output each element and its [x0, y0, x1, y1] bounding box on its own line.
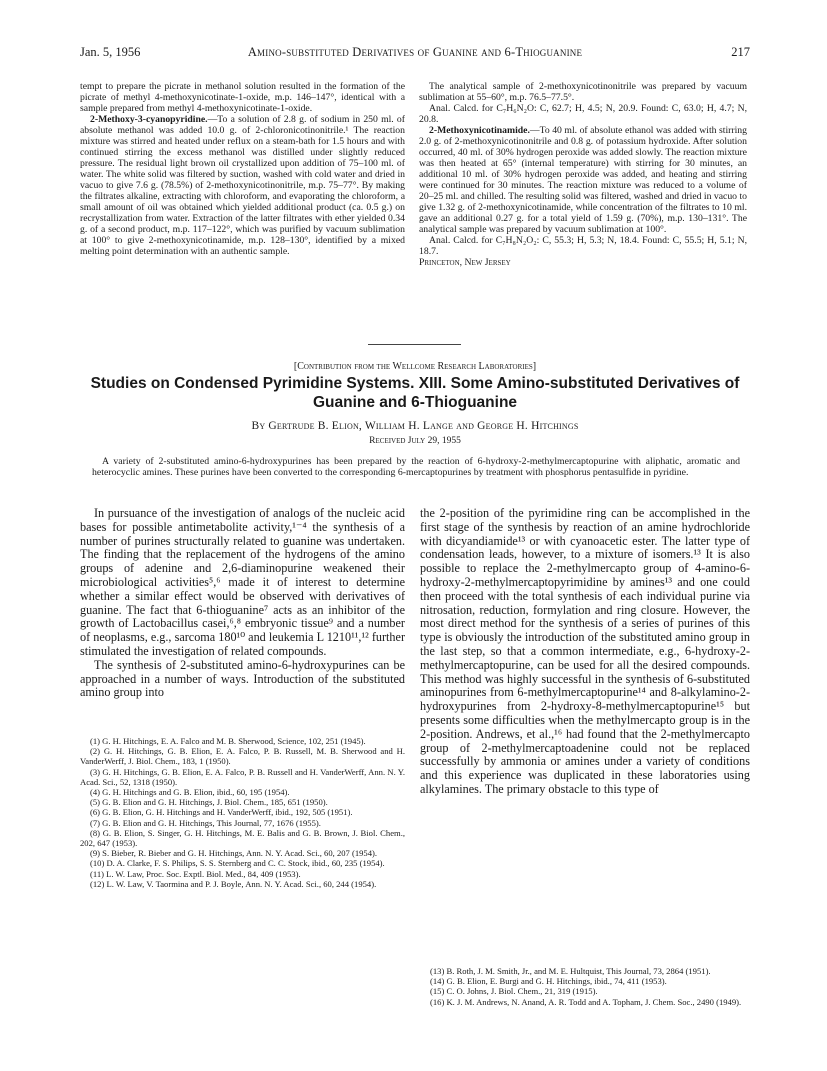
abstract-text: A variety of 2-substituted amino-6-hydroxypurines has been prepared by the reaction of 6-hydroxy-2-methylmercaptopurine with aliphatic, aromatic and heterocyclic amines. These purines have been converted to the corresponding 6-mercaptopurines by treatment with phosphorus pentasulfide in pyridine.: [92, 456, 740, 478]
abstract: [92, 456, 740, 478]
article-authors: By Gertrude B. Elion, William H. Lange and George H. Hitchings: [251, 420, 579, 432]
body-paragraph: The synthesis of 2-substituted amino-6-hydroxypurines can be approached in a number of ways. Introduction of the substituted amino group into: [80, 657, 405, 700]
reference-item: (4) G. H. Hitchings and G. B. Elion, ibid., 60, 195 (1954).: [90, 787, 290, 798]
reference-item: (6) G. B. Elion, G. H. Hitchings and H. VanderWerff, ibid., 192, 505 (1951).: [90, 807, 353, 818]
reference-item: (11) L. W. Law, Proc. Soc. Exptl. Biol. Med., 84, 409 (1953).: [90, 868, 301, 879]
footnotes-right: [420, 966, 750, 1046]
experimental-continuation-right: [419, 81, 747, 343]
reference-item: (13) B. Roth, J. M. Smith, Jr., and M. E. Hultquist, This Journal, 73, 2864 (1951).: [430, 966, 711, 976]
compound-heading: 2-Methoxynicotinamide.: [429, 125, 530, 136]
reference-item: (14) G. B. Elion, E. Burgi and G. H. Hitchings, ibid., 74, 411 (1953).: [430, 976, 667, 987]
body-paragraph: In pursuance of the investigation of analogs of the nucleic acid bases for possible antimetabolite activity,¹⁻⁴ the synthesis of a number of purines structurally related to guanine was undertaken. The finding that the replacement of the hydrogens of the amino groups of adenine and 2,6-diaminopurine weakened their microbiological activities⁵,⁶ made it of interest to determine whether a similar effect would be observed with derivatives of guanine. The fact that 6-thioguanine⁷ acts as an inhibitor of the growth of Lactobacillus casei,⁶,⁸ embryonic tissue⁹ and a number of neoplasms, e.g., sarcoma 180¹⁰ and leukemia L 1210¹¹,¹² further stimulated the investigation of related compounds.: [80, 507, 405, 658]
page-number: 217: [731, 45, 750, 59]
issue-date: Jan. 5, 1956: [80, 45, 141, 59]
reference-item: (5) G. B. Elion and G. H. Hitchings, J. Biol. Chem., 185, 651 (1950).: [90, 797, 328, 808]
body-paragraph: the 2-position of the pyrimidine ring can be accomplished in the first stage of the synthesis by reaction of an amine hydrochloride with dicyandiamide¹³ or with cyanoacetic ester. The latter type of condensation leads, however, to a mixture of isomers.¹³ It is also possible to replace the 2-methylmercapto group of 4-amino-6-hydroxy-2-methylmercaptopyrimidine by amines¹³ and one could then proceed with the total synthesis of each individual purine via nitrosation, reduction, formylation and ring closure. However, the most direct method for the synthesis of a series of purines of this type is obviously the introduction of the substituted amino group in the last step, so that a common intermediate, e.g., 6-hydroxy-2-methylmercaptopurine, can be used for all the desired compounds. This method was highly successful in the synthesis of 6-substituted aminopurines from 6-methylmercaptopurine¹⁴ and 8-alkylamino-2-hydroxypurines from 2-hydroxy-8-methylmercaptopurine¹⁵ but presents some difficulties when the methylmercapto group is in the 2-position. Andrews, et al.,¹⁶ had found that the 2-methylmercapto group of 2-methylmercaptoadenine could not be replaced successfully by ammonia or amines under a variety of conditions and this experience was duplicated in these laboratories using alkylamines. The primary obstacle to this type of: [420, 507, 750, 796]
reference-item: (10) D. A. Clarke, F. S. Philips, S. S. Sternberg and C. C. Stock, ibid., 60, 235 (1954).: [90, 858, 385, 869]
procedure-text: —To 40 ml. of absolute ethanol was added with stirring 2.0 g. of 2-methoxynicotinonitrile and 0.8 g. of potassium hydroxide. After solution occurred, 40 ml. of 30% hydrogen peroxide was added slowly. The reaction mixture was then heated at 65° (internal temperature) with stirring for 30 minutes, an additional 10 ml. of 30% hydrogen peroxide was added, and heating and stirring were continued for 30 minutes. The reaction mixture was reduced to a volume of 20–25 ml. and chilled. The resulting solid was filtered, washed and dried in vacuo to give 1.32 g. of 2-methoxynicotinamide, while concentration of the filtrates to 10 ml. gave an additional 0.27 g. for a total yield of 1.59 g. (70%), m.p. 130–131°. The analytical sample was prepared by vacuum sublimation at 100°.: [419, 125, 747, 235]
body-column-left: [80, 507, 405, 732]
reference-item: (2) G. H. Hitchings, G. B. Elion, E. A. Falco, P. B. Russell, M. B. Sherwood and H. VanderWerff, J. Biol. Chem., 183, 1 (1950).: [80, 746, 405, 767]
reference-item: (9) S. Bieber, R. Bieber and G. H. Hitchings, Ann. N. Y. Acad. Sci., 60, 207 (1954).: [90, 848, 378, 859]
article-title: Studies on Condensed Pyrimidine Systems. XIII. Some Amino-substituted Derivatives of Guanine and 6-Thioguanine: [90, 375, 740, 411]
methoxy-cyanopyridine-paragraph: [80, 114, 405, 257]
body-column-right: [420, 507, 750, 956]
footnotes-left: [80, 736, 405, 1026]
reference-item: (3) G. H. Hitchings, G. B. Elion, E. A. Falco, P. B. Russell and H. VanderWerff, Ann. N. Y. Acad. Sci., 52, 1318 (1950).: [80, 766, 405, 787]
reference-item: (15) C. O. Johns, J. Biol. Chem., 21, 319 (1915).: [430, 986, 598, 997]
received-date: Received July 29, 1955: [369, 436, 461, 446]
reference-item: (16) K. J. M. Andrews, N. Anand, A. R. Todd and A. Topham, J. Chem. Soc., 2490 (1949).: [430, 996, 742, 1007]
compound-heading: 2-Methoxy-3-cyanopyridine.: [90, 114, 208, 125]
procedure-text: —To a solution of 2.8 g. of sodium in 250 ml. of absolute methanol was added 10.0 g. of 2-chloronicotinonitrile.¹ The reaction mixture was stirred and heated under reflux on a steam-bath for 1.5 hours and with continued stirring the excess methanol was distilled under slightly reduced pressure. The residual light brown oil crystallized upon addition of 75–100 ml. of water. The white solid was filtered by suction, washed with cold water and dried in vacuo to give 7.6 g. (78.5%) of 2-methoxynicotinonitrile, m.p. 75–77°. By making the filtrates alkaline, extracting with chloroform, and evaporating the chloroform, a small amount of oil was obtained which yielded additional product (ca. 0.5 g.) on recrystallization from water. Extraction of the latter filtrates with ether yielded 0.34 g. of a second product, m.p. 117–122°, which was purified by vacuum sublimation at 100° to give 2-methoxynicotinamide, m.p. 128–130°, identified by a mixed melting point determination with an authentic sample.: [80, 114, 405, 257]
analysis-line: Anal. Calcd. for C₇H₈N₂O₂: C, 55.3; H, 5.3; N, 18.4. Found: C, 55.5; H, 5.1; N, 18.7.: [419, 235, 747, 257]
reference-item: (12) L. W. Law, V. Taormina and P. J. Boyle, Ann. N. Y. Acad. Sci., 60, 244 (1954).: [90, 878, 377, 889]
picrate-paragraph: tempt to prepare the picrate in methanol solution resulted in the formation of the picrate of methyl 4-methoxynicotinate-1-oxide, m.p. 146–147°, identical with a sample prepared from methyl 4-methoxynicotinate-1-oxide.: [80, 81, 405, 114]
location-signature: Princeton, New Jersey: [419, 257, 511, 268]
running-head: [80, 45, 750, 65]
contribution-line: [Contribution from the Wellcome Research Laboratories]: [293, 361, 537, 372]
reference-item: (1) G. H. Hitchings, E. A. Falco and M. B. Sherwood, Science, 102, 251 (1945).: [90, 736, 366, 746]
experimental-continuation-left: [80, 81, 405, 343]
section-divider: [368, 344, 461, 345]
methoxynicotinamide-paragraph: [419, 125, 747, 235]
reference-item: (7) G. B. Elion and G. H. Hitchings, This Journal, 77, 1676 (1955).: [90, 817, 321, 828]
reference-item: (8) G. B. Elion, S. Singer, G. H. Hitchings, M. E. Balis and G. B. Brown, J. Biol. Chem., 202, 647 (1953).: [80, 827, 405, 849]
analysis-line: Anal. Calcd. for C₇H₆N₂O: C, 62.7; H, 4.5; N, 20.9. Found: C, 63.0; H, 4.7; N, 20.8.: [419, 103, 747, 125]
analytical-sample-paragraph: The analytical sample of 2-methoxynicotinonitrile was prepared by vacuum sublimation at 55–60°, m.p. 76.5–77.5°.: [419, 81, 747, 103]
running-title: Amino-substituted Derivatives of Guanine and 6-Thioguanine: [247, 45, 583, 59]
